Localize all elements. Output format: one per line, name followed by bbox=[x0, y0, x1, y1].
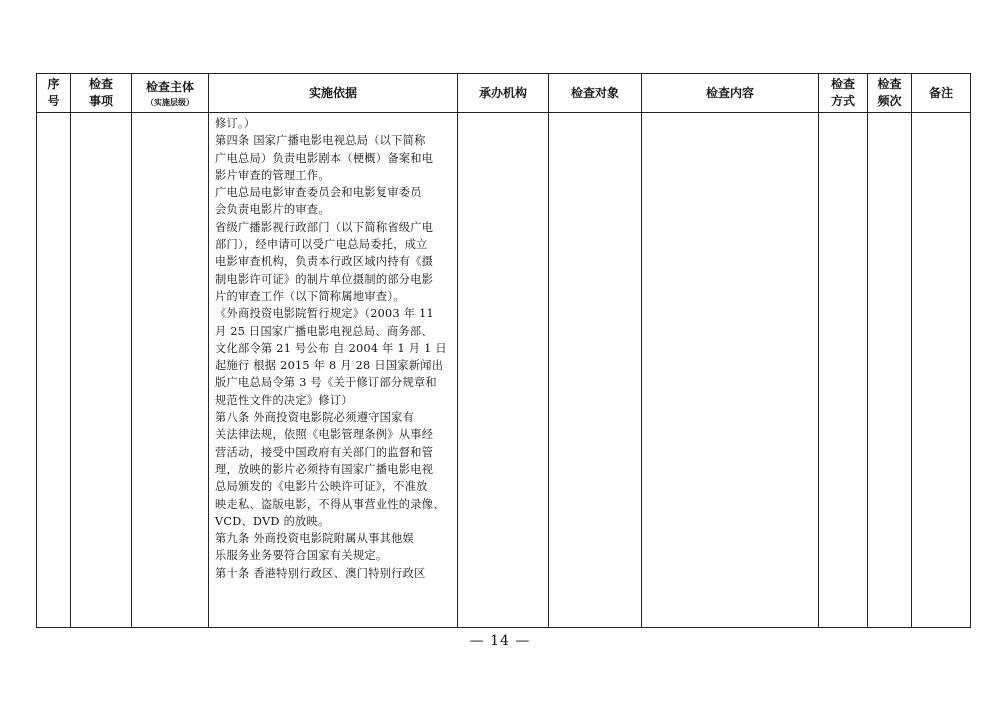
basis-line: 文化部令第 21 号公布 自 2004 年 1 月 1 日 bbox=[215, 341, 447, 355]
basis-line: 乐服务业务要符合国家有关规定。 bbox=[215, 549, 388, 563]
basis-line: 版广电总局令第 3 号《关于修订部分规章和 bbox=[215, 376, 437, 390]
basis-line: 关法律法规，依照《电影管理条例》从事经 bbox=[215, 428, 434, 442]
header-row bbox=[37, 74, 971, 113]
basis-line: 电影审查机构，负责本行政区域内持有《摄 bbox=[215, 255, 434, 269]
header-remarks: 备注 bbox=[912, 74, 971, 113]
basis-line: 月 25 日国家广播电影电视总局、商务部、 bbox=[215, 324, 433, 338]
basis-line: 第十条 香港特别行政区、澳门特别行政区 bbox=[215, 566, 426, 580]
basis-line: VCD、DVD 的放映。 bbox=[215, 514, 330, 528]
basis-line: 第八条 外商投资电影院必须遵守国家有 bbox=[215, 411, 415, 425]
header-content: 检查内容 bbox=[642, 74, 819, 113]
basis-line: 会负责电影片的审查。 bbox=[215, 203, 330, 217]
header-frequency: 检查频次 bbox=[868, 74, 912, 113]
basis-line: 营活动，接受中国政府有关部门的监督和管 bbox=[215, 445, 434, 459]
header-subject-main: 检查主体 bbox=[145, 79, 194, 94]
basis-line: 第四条 国家广播电影电视总局（以下简称 bbox=[215, 134, 426, 148]
basis-line: 规范性文件的决定》修订） bbox=[215, 393, 353, 407]
basis-line: 修订。） bbox=[215, 117, 256, 130]
header-object: 检查对象 bbox=[549, 74, 642, 113]
header-basis: 实施依据 bbox=[209, 74, 458, 113]
cell-item bbox=[71, 113, 132, 628]
cell-subject bbox=[132, 113, 209, 628]
basis-line: 广电总局）负责电影剧本（梗概）备案和电 bbox=[215, 151, 434, 165]
table-row bbox=[37, 113, 971, 628]
cell-remarks bbox=[912, 113, 971, 628]
basis-line: 片的审查工作（以下简称属地审查）。 bbox=[215, 289, 405, 303]
inspection-table bbox=[36, 73, 971, 628]
cell-agency bbox=[458, 113, 549, 628]
basis-line: 理，放映的影片必须持有国家广播电影电视 bbox=[215, 462, 434, 476]
basis-line: 制电影许可证》的制片单位摄制的部分电影 bbox=[215, 272, 434, 286]
header-agency: 承办机构 bbox=[458, 74, 549, 113]
cell-object bbox=[549, 113, 642, 628]
basis-line: 《外商投资电影院暂行规定》（2003 年 11 bbox=[215, 307, 434, 321]
basis-line: 第九条 外商投资电影院附属从事其他娱 bbox=[215, 532, 415, 546]
basis-line: 部门），经申请可以受广电总局委托，成立 bbox=[215, 238, 428, 252]
cell-basis bbox=[209, 113, 458, 628]
basis-line: 起施行 根据 2015 年 8 月 28 日国家新闻出 bbox=[215, 359, 444, 373]
cell-method bbox=[819, 113, 868, 628]
basis-line: 映走私、盗版电影，不得从事营业性的录像、 bbox=[215, 497, 445, 511]
header-subject bbox=[132, 74, 209, 113]
cell-frequency bbox=[868, 113, 912, 628]
basis-line: 省级广播影视行政部门（以下简称省级广电 bbox=[215, 220, 434, 234]
header-subject-sub: （实施层级） bbox=[146, 96, 194, 107]
header-item: 检查事项 bbox=[71, 74, 132, 113]
page-number: — 14 — bbox=[469, 633, 531, 649]
cell-content bbox=[642, 113, 819, 628]
basis-line: 总局颁发的《电影片公映许可证》，不准放 bbox=[215, 480, 428, 494]
cell-seq bbox=[37, 113, 71, 628]
basis-line: 影片审查的管理工作。 bbox=[215, 168, 330, 182]
header-seq: 序号 bbox=[37, 74, 71, 113]
basis-line: 广电总局电影审查委员会和电影复审委员 bbox=[215, 186, 422, 200]
header-method: 检查方式 bbox=[819, 74, 868, 113]
